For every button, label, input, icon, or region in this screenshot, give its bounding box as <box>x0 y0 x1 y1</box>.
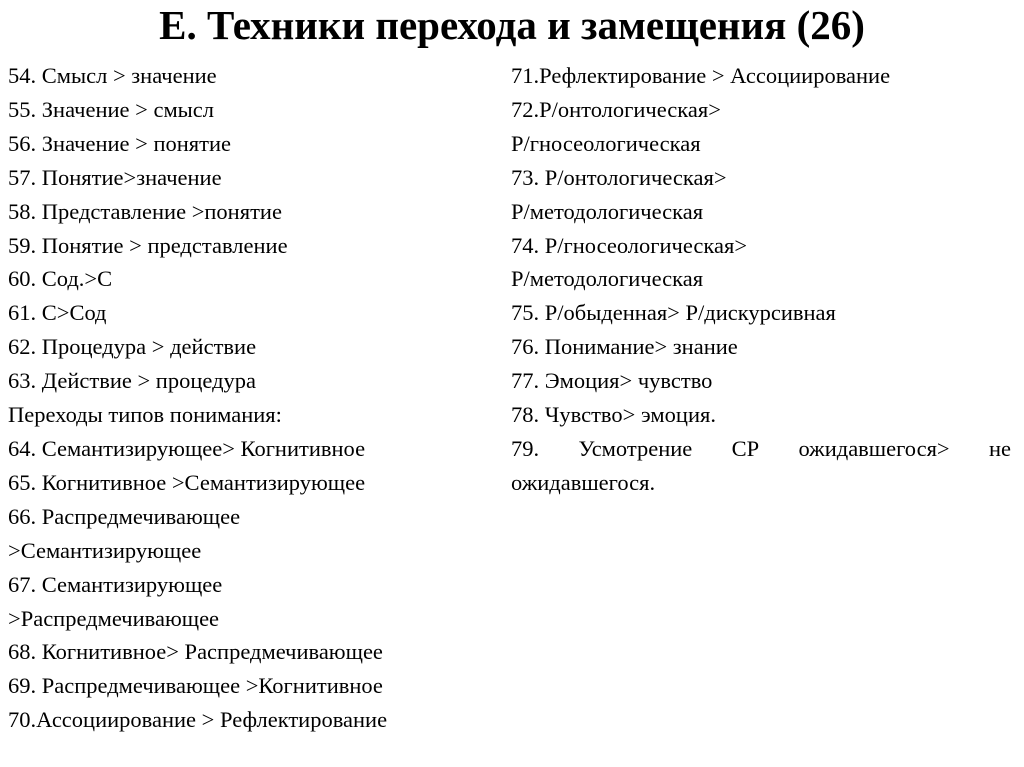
list-item: 77. Эмоция> чувство <box>511 368 713 394</box>
list-item-continuation: Р/методологическая <box>511 198 704 224</box>
list-item: 72.Р/онтологическая> <box>511 96 721 122</box>
list-item: 62. Процедура > действие <box>8 334 257 360</box>
list-item: 71.Рефлектирование > Ассоциирование <box>511 63 891 88</box>
list-item: 63. Действие > процедура <box>8 368 257 394</box>
list-item: 76. Понимание> знание <box>511 334 738 360</box>
left-column-list <box>8 59 502 737</box>
list-item: 75. Р/обыденная> Р/дискурсивная <box>511 300 836 326</box>
list-item-continuation: >Распредмечивающее <box>8 605 220 631</box>
list-item-continuation: ожидавшегося. <box>511 469 656 495</box>
list-item: 74. Р/гносеологическая> <box>511 232 748 258</box>
list-item: 57. Понятие>значение <box>8 164 222 190</box>
list-item: 58. Представление >понятие <box>8 198 282 224</box>
list-item: 61. С>Сод <box>8 300 107 326</box>
right-column-list <box>511 59 1011 500</box>
list-item-continuation: >Семантизирующее <box>8 537 202 563</box>
list-item: 60. Сод.>С <box>8 266 113 292</box>
list-item: 67. Семантизирующее <box>8 571 223 597</box>
list-item: 65. Когнитивное >Семантизирующее <box>8 469 366 495</box>
list-item-continuation: Р/гносеологическая <box>511 130 701 156</box>
list-item: 70.Ассоциирование > Рефлектирование <box>8 707 388 733</box>
list-item: 59. Понятие > представление <box>8 232 288 258</box>
list-item: 79. Усмотрение СР ожидавшегося> не <box>511 435 1011 461</box>
list-item: 78. Чувство> эмоция. <box>511 402 716 428</box>
list-item: 54. Смысл > значение <box>8 63 217 88</box>
list-item: 66. Распредмечивающее <box>8 503 241 529</box>
list-item: 69. Распредмечивающее >Когнитивное <box>8 673 383 699</box>
list-item: 64. Семантизирующее> Когнитивное <box>8 435 366 461</box>
list-item: 56. Значение > понятие <box>8 130 232 156</box>
list-item: 73. Р/онтологическая> <box>511 164 727 190</box>
section-heading: Переходы типов понимания: <box>8 402 282 428</box>
list-item: 68. Когнитивное> Распредмечивающее <box>8 639 383 665</box>
list-item-continuation: Р/методологическая <box>511 266 704 292</box>
list-item: 55. Значение > смысл <box>8 96 215 122</box>
slide-title: Е. Техники перехода и замещения (26) <box>159 2 865 48</box>
